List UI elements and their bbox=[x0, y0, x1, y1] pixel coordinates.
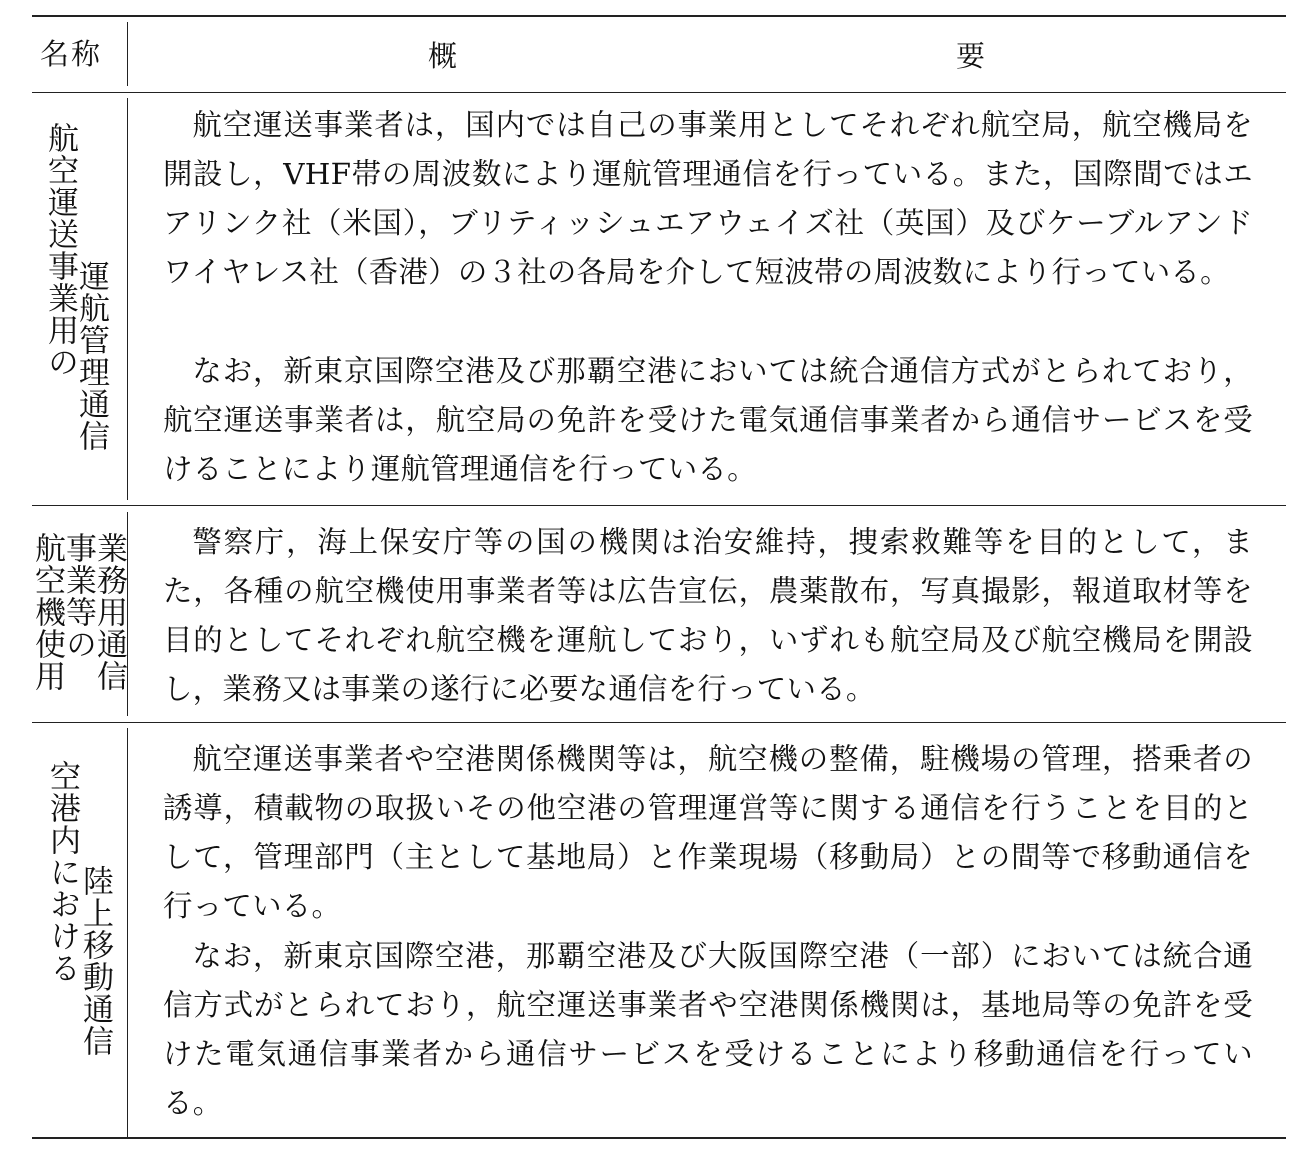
row2-column-separator bbox=[127, 512, 128, 716]
header-summary-label-2: 要 bbox=[956, 39, 988, 73]
row-divider-2 bbox=[32, 722, 1286, 723]
row3-column-separator bbox=[127, 728, 128, 1138]
row1-name-line-2: 運航管理通信 bbox=[73, 260, 109, 452]
row3-paragraph-2: なお，新東京国際空港，那覇空港及び大阪国際空港（一部）においては統合通信方式がとられており，航空運送事業者や空港関係機関は，基地局等の免許を受けた電気通信事業者から通信サービスを受けることにより移動通信を行っている。 bbox=[163, 939, 1253, 1120]
table-top-rule bbox=[32, 15, 1286, 17]
row3-name-line-2: 陸上移動通信 bbox=[77, 865, 113, 1057]
row3-name-line-1: 空港内における bbox=[44, 760, 80, 984]
row2-name-line-2: 事業等の bbox=[60, 532, 96, 660]
row-divider-1 bbox=[32, 505, 1286, 506]
row2-name-line-3: 業務用通信 bbox=[91, 532, 127, 692]
header-name-label: 名称 bbox=[40, 37, 103, 71]
row3-paragraph-1: 航空運送事業者や空港関係機関等は，航空機の整備，駐機場の管理，搭乗者の誘導，積載物の取扱いその他空港の管理運営等に関する通信を行うことを目的として，管理部門（主として基地局）と作業現場（移動局）との間等で移動通信を行っている。 bbox=[163, 742, 1253, 923]
header-column-separator bbox=[127, 22, 128, 86]
header-summary-label-1: 概 bbox=[428, 39, 460, 73]
row1-paragraph-2: なお，新東京国際空港及び那覇空港においては統合通信方式がとられており，航空運送事業者は，航空局の免許を受けた電気通信事業者から通信サービスを受けることにより運航管理通信を行っている。 bbox=[163, 354, 1253, 486]
row1-paragraph-1: 航空運送事業者は，国内では自己の事業用としてそれぞれ航空局，航空機局を開設し，VHF帯の周波数により運航管理通信を行っている。また，国際間ではエアリンク社（米国），ブリティッシュエアウェイズ社（英国）及びケーブルアンドワイヤレス社（香港）の３社の各局を介して短波帯の周波数により行っている。 bbox=[163, 108, 1253, 289]
row1-name-line-1: 航空運送事業用の bbox=[42, 122, 78, 378]
header-bottom-rule bbox=[32, 92, 1286, 93]
row2-name-line-1: 航空機使用 bbox=[29, 532, 65, 692]
table-bottom-rule bbox=[32, 1137, 1286, 1139]
row1-column-separator bbox=[127, 98, 128, 500]
row2-paragraph-1: 警察庁，海上保安庁等の国の機関は治安維持，捜索救難等を目的として，また，各種の航空機使用事業者等は広告宣伝，農薬散布，写真撮影，報道取材等を目的としてそれぞれ航空機を運航しており，いずれも航空局及び航空機局を開設し，業務又は事業の遂行に必要な通信を行っている。 bbox=[163, 525, 1253, 706]
